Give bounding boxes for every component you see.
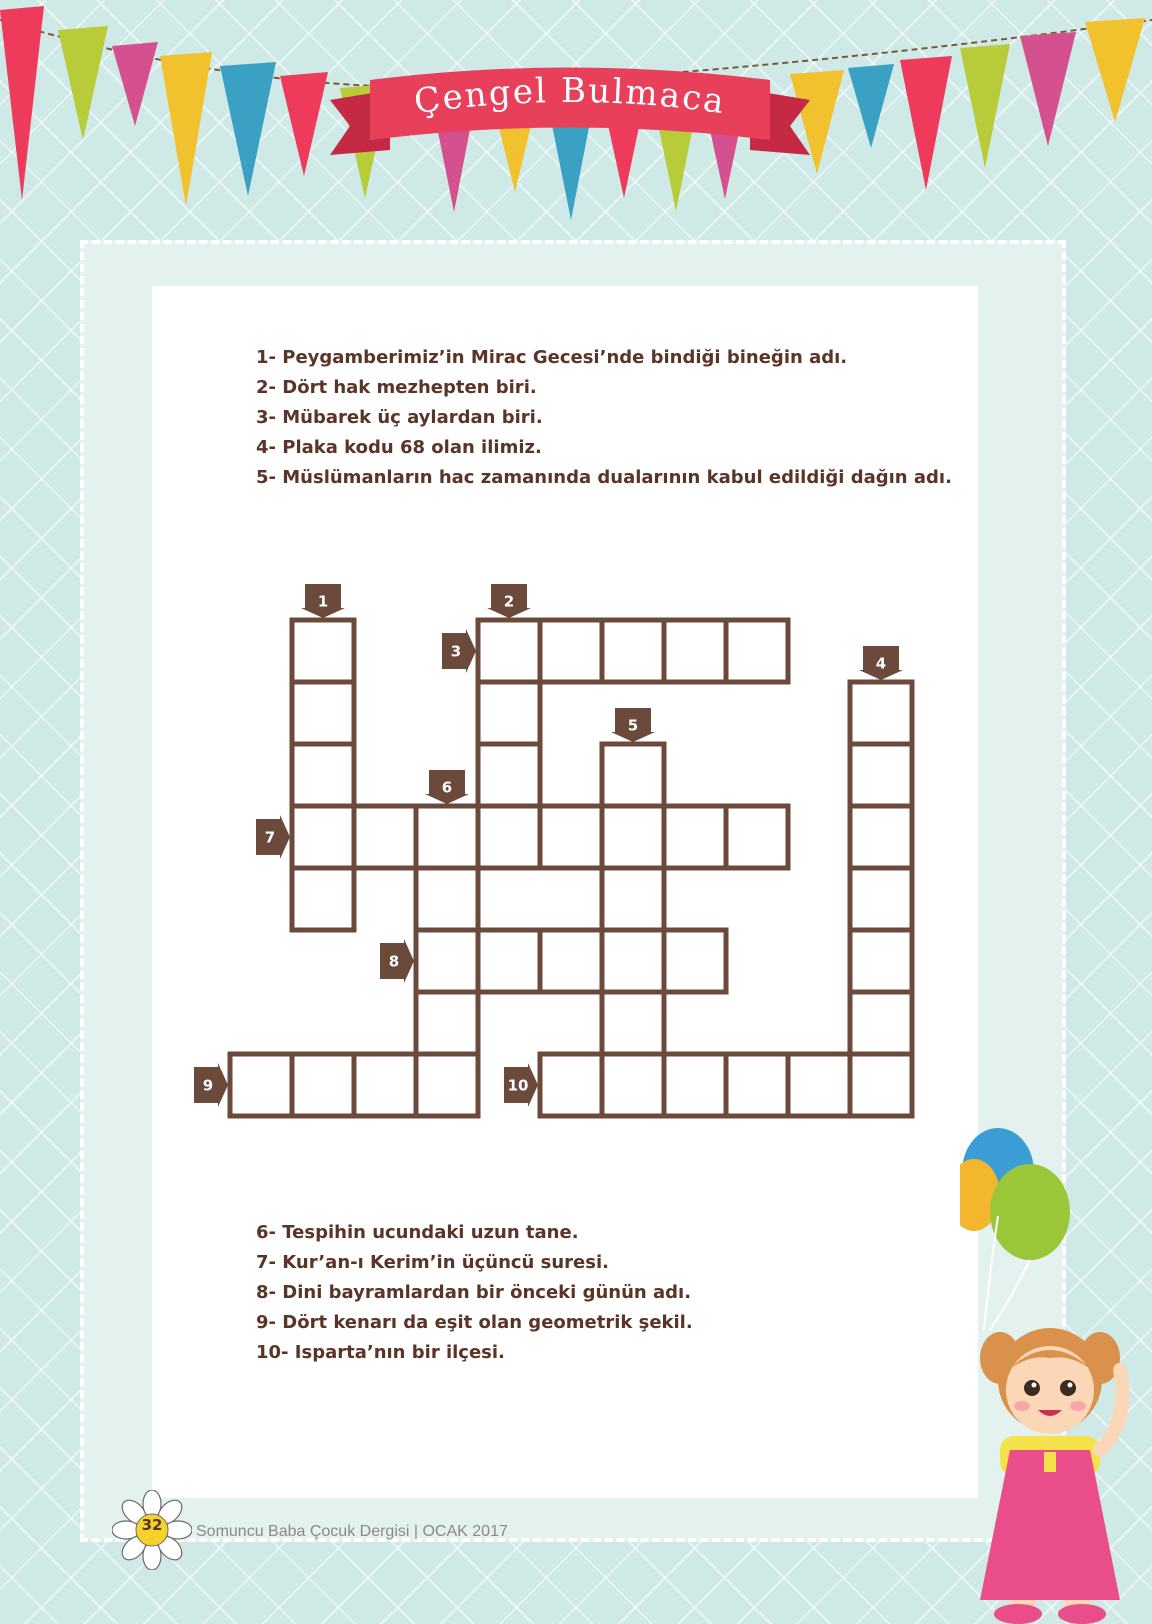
crossword-cell[interactable] [540, 806, 602, 868]
crossword-cell[interactable] [850, 682, 912, 744]
crossword-cell[interactable] [850, 992, 912, 1054]
crossword-cell[interactable] [540, 620, 602, 682]
clue-4: 4- Plaka kodu 68 olan ilimiz. [256, 437, 542, 458]
clue-2: 2- Dört hak mezhepten biri. [256, 377, 537, 398]
crossword-cell[interactable] [416, 992, 478, 1054]
crossword-cell[interactable] [292, 682, 354, 744]
crossword-cell[interactable] [230, 1054, 292, 1116]
crossword-cell[interactable] [416, 868, 478, 930]
clue-7: 7- Kur’an-ı Kerim’in üçüncü suresi. [256, 1252, 609, 1273]
clue-number-label: 6 [441, 778, 453, 797]
page-title: Çengel Bulmaca [411, 70, 729, 123]
clue-1: 1- Peygamberimiz’in Mirac Gecesi’nde bindiği bineğin adı. [256, 347, 848, 368]
girl-illustration [960, 1310, 1152, 1624]
balloons-illustration [960, 1120, 1080, 1340]
clue-5: 5- Müslümanların hac zamanında dualarının kabul edildiği dağın adı. [256, 467, 952, 488]
crossword-cell[interactable] [602, 930, 664, 992]
clue-number-label: 8 [388, 952, 400, 971]
crossword-cell[interactable] [664, 806, 726, 868]
clue-list-bottom [256, 1218, 693, 1368]
crossword-cell[interactable] [540, 1054, 602, 1116]
clue-number-label: 7 [264, 828, 276, 847]
footer-text: Somuncu Baba Çocuk Dergisi | OCAK 2017 [196, 1523, 508, 1540]
crossword-cell[interactable] [292, 620, 354, 682]
clue-6: 6- Tespihin ucundaki uzun tane. [256, 1222, 579, 1243]
crossword-cell[interactable] [664, 620, 726, 682]
crossword-cell[interactable] [540, 930, 602, 992]
crossword-cell[interactable] [602, 992, 664, 1054]
crossword-cell[interactable] [292, 744, 354, 806]
clue-number-label: 9 [202, 1076, 214, 1095]
crossword-cell[interactable] [292, 1054, 354, 1116]
crossword-cell[interactable] [602, 1054, 664, 1116]
crossword-cell[interactable] [788, 1054, 850, 1116]
clue-8: 8- Dini bayramlardan bir önceki günün adı. [256, 1282, 692, 1303]
page-number: 32 [141, 1516, 163, 1534]
crossword-cell[interactable] [478, 930, 540, 992]
crossword-cell[interactable] [292, 868, 354, 930]
crossword-cell[interactable] [664, 1054, 726, 1116]
clue-number-label: 4 [875, 654, 887, 673]
crossword-cell[interactable] [478, 806, 540, 868]
crossword-cell[interactable] [602, 620, 664, 682]
clue-number-label: 3 [450, 642, 462, 661]
crossword-cell[interactable] [416, 930, 478, 992]
crossword-cell[interactable] [292, 806, 354, 868]
clue-number-label: 2 [503, 592, 515, 611]
crossword-cell[interactable] [664, 930, 726, 992]
crossword-cell[interactable] [602, 806, 664, 868]
crossword-cell[interactable] [850, 930, 912, 992]
crossword-cell[interactable] [850, 868, 912, 930]
crossword-cell[interactable] [850, 806, 912, 868]
crossword-cell[interactable] [416, 806, 478, 868]
crossword-cell[interactable] [478, 620, 540, 682]
crossword-cell[interactable] [354, 1054, 416, 1116]
clue-number-label: 1 [317, 592, 329, 611]
clue-number-label: 10 [507, 1076, 529, 1095]
clue-number-label: 5 [627, 716, 639, 735]
crossword-cell[interactable] [478, 744, 540, 806]
crossword-cell[interactable] [416, 1054, 478, 1116]
crossword-cell[interactable] [478, 682, 540, 744]
clue-9: 9- Dört kenarı da eşit olan geometrik şekil. [256, 1312, 693, 1333]
clue-10: 10- Isparta’nın bir ilçesi. [256, 1342, 505, 1363]
crossword-cell[interactable] [726, 806, 788, 868]
crossword-cell[interactable] [354, 806, 416, 868]
crossword-cell[interactable] [850, 1054, 912, 1116]
crossword-cell[interactable] [726, 1054, 788, 1116]
clue-3: 3- Mübarek üç aylardan biri. [256, 407, 543, 428]
crossword-cell[interactable] [850, 744, 912, 806]
crossword-cell[interactable] [726, 620, 788, 682]
crossword-cell[interactable] [602, 868, 664, 930]
crossword-cell[interactable] [602, 744, 664, 806]
